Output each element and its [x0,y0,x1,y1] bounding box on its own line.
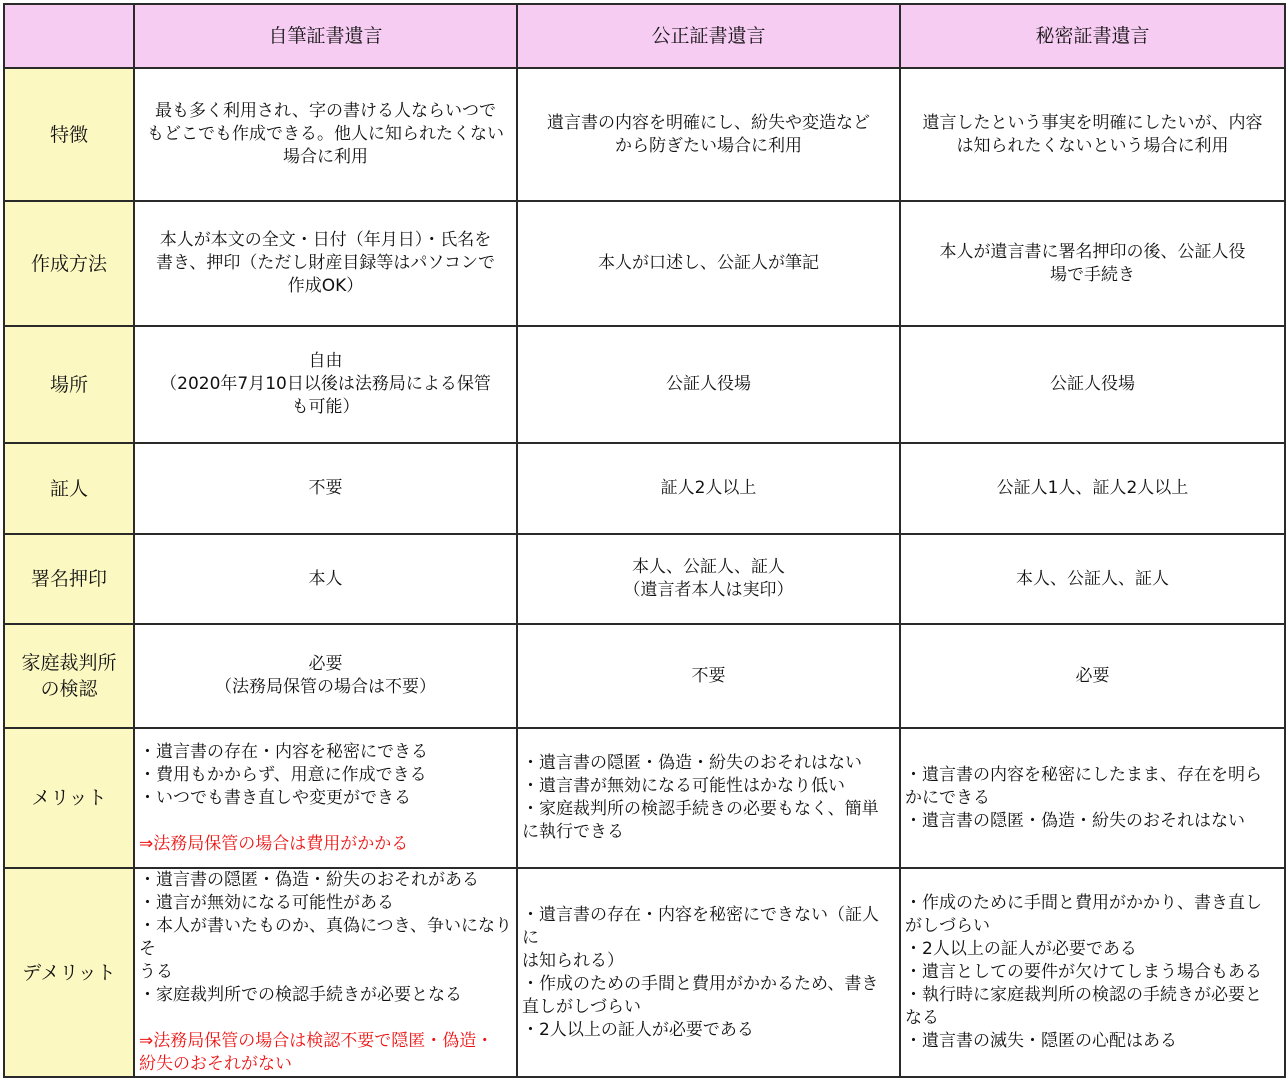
cell-method-col1 [134,201,517,326]
row-label-demerit: デメリット [4,868,134,1077]
cell-features-col2 [517,68,900,201]
cell-line: 書き、押印（ただし財産目録等はパソコンで [156,253,495,273]
cell-line: ・遺言書の存在・内容を秘密にできる [139,741,428,762]
cell-line: 場で手続き [1050,264,1135,285]
cell-line: は知られる） [522,950,624,971]
cell-line: 直しがしづらい [522,996,641,1017]
cell-line: 自由 [308,351,343,371]
cell-demerit-col3 [900,868,1285,1077]
cell-line: から防ぎたい場合に利用 [615,135,802,156]
cell-method-col3 [900,201,1285,326]
cell-line: 公証人役場 [666,374,751,394]
cell-line: 本人が口述し、公証人が筆記 [598,253,819,273]
cell-seal-col1: 本人 [134,534,517,624]
cell-line: ・作成のために手間と費用がかかり、書き直し [905,893,1262,913]
cell-witness-col2: 証人2人以上 [517,443,900,534]
row-label-seal: 署名押印 [4,534,134,624]
cell-line: に執行できる [522,822,624,842]
cell-demerit-col1 [134,868,517,1077]
cell-line: ・家庭裁判所での検認手続きが必要となる [139,985,462,1005]
cell-line: ・2人以上の証人が必要である [522,1019,754,1040]
cell-line: ・家庭裁判所の検認手続きの必要もなく、簡単 [522,799,879,819]
cell-place-col1 [134,326,517,443]
cell-method-col2 [517,201,900,326]
cell-line: （法務局保管の場合は不要） [215,677,436,697]
cell-line: ・遺言としての要件が欠けてしまう場合もある [905,962,1262,982]
cell-line: なる [905,1008,939,1028]
cell-line: ・遺言書の滅失・隠匿の心配はある [905,1031,1177,1051]
cell-line: 本人、公証人、証人 [632,557,785,577]
row-method [4,201,1285,326]
row-seal [4,534,1285,624]
cell-line: ・費用もかからず、用意に作成できる [139,764,427,785]
cell-line: ・作成のための手間と費用がかかるため、書き [522,973,879,994]
cell-line: かにできる [905,787,990,808]
cell-features-col1 [134,68,517,201]
row-witness [4,443,1285,534]
cell-line: 本人が遺言書に署名押印の後、公証人役 [939,241,1246,262]
cell-line: ・いつでも書き直しや変更ができる [139,787,411,808]
row-features [4,68,1285,201]
cell-line: うる [139,962,173,982]
merit-note: ⇒法務局保管の場合は費用がかかる [139,833,409,854]
cell-line: （遺言者本人は実印） [623,580,794,600]
cell-line: 必要 [308,654,343,674]
cell-line: 遺言したという事実を明確にしたいが、内容 [922,112,1263,133]
header-secret-will: 秘密証書遺言 [900,4,1285,68]
header-holographic-will: 自筆証書遺言 [134,4,517,68]
cell-line: ・本人が書いたものか、真偽につき、争いになりそ [139,916,512,959]
corner-cell [4,4,134,68]
cell-line: ・遺言書の隠匿・偽造・紛失のおそれはない [522,753,862,773]
row-label-method: 作成方法 [4,201,134,326]
header-notarial-will: 公正証書遺言 [517,4,900,68]
cell-line: ・遺言書が無効になる可能性はかなり低い [522,776,845,796]
row-label-features: 特徴 [4,68,134,201]
row-label-merit: メリット [4,728,134,868]
cell-place-col2 [517,326,900,443]
row-court [4,624,1285,728]
cell-seal-col2 [517,534,900,624]
will-comparison-table [3,3,1286,1078]
cell-court-col3: 必要 [900,624,1285,728]
cell-line: 場合に利用 [283,147,368,167]
cell-line: ・遺言書の隠匿・偽造・紛失のおそれがある [139,870,479,890]
row-label-place: 場所 [4,326,134,443]
cell-court-col2: 不要 [517,624,900,728]
cell-line: （2020年7月10日以後は法務局による保管 [160,374,491,394]
demerit-note: 紛失のおそれがない [139,1054,292,1074]
row-label-witness: 証人 [4,443,134,534]
row-place [4,326,1285,443]
cell-line: は知られたくないという場合に利用 [956,135,1229,156]
cell-line: 本人が本文の全文・日付（年月日）・氏名を [159,230,492,250]
cell-place-col3 [900,326,1285,443]
cell-witness-col1: 不要 [134,443,517,534]
cell-merit-col3 [900,728,1285,868]
header-row [4,4,1285,68]
cell-court-col1 [134,624,517,728]
cell-line: 公証人役場 [1050,374,1135,394]
cell-seal-col3: 本人、公証人、証人 [900,534,1285,624]
spacer [139,1007,512,1030]
cell-line: もどこでも作成できる。他人に知られたくない [147,124,504,144]
cell-line: ・遺言書の存在・内容を秘密にできない（証人に [522,904,879,948]
cell-line: 作成OK） [287,276,364,296]
row-label-court [4,624,134,728]
cell-line: ・執行時に家庭裁判所の検認の手続きが必要と [905,985,1262,1005]
cell-line: ・遺言書の内容を秘密にしたまま、存在を明ら [905,764,1262,785]
cell-demerit-col2 [517,868,900,1077]
demerit-note: ⇒法務局保管の場合は検認不要で隠匿・偽造・ [139,1031,494,1051]
row-merit [4,728,1285,868]
row-label-line: の検認 [40,678,98,700]
cell-line: ・遺言書の隠匿・偽造・紛失のおそれはない [905,810,1245,831]
cell-line: も可能） [291,397,360,417]
cell-merit-col2 [517,728,900,868]
row-demerit [4,868,1285,1077]
cell-line: 遺言書の内容を明確にし、紛失や変造など [547,112,870,133]
cell-witness-col3: 公証人1人、証人2人以上 [900,443,1285,534]
cell-features-col3 [900,68,1285,201]
row-label-line: 家庭裁判所 [21,652,117,674]
cell-line: ・2人以上の証人が必要である [905,939,1137,959]
cell-merit-col1 [134,728,517,868]
spacer [139,810,512,833]
cell-line: がしづらい [905,916,990,936]
cell-line: ・遺言が無効になる可能性がある [139,893,394,913]
cell-line: 最も多く利用され、字の書ける人ならいつで [154,101,497,121]
